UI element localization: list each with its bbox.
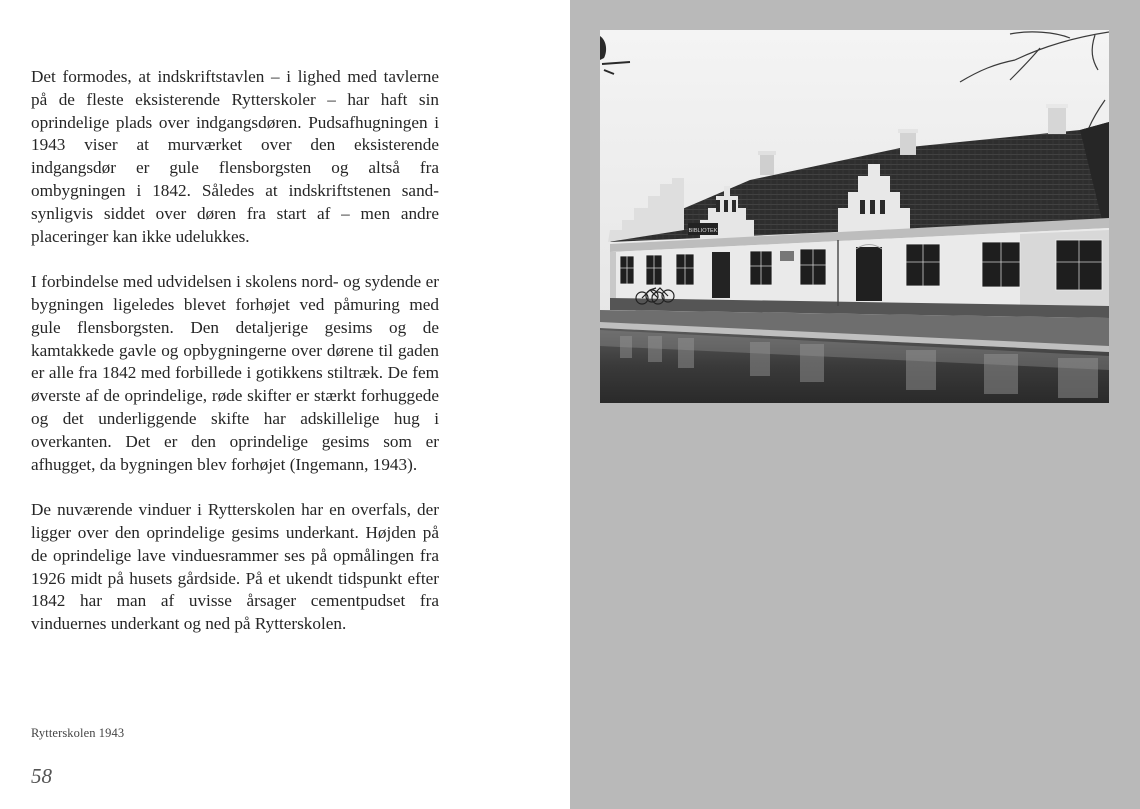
body-text — [31, 66, 439, 659]
photo-sign-text: BIBLIOTEK — [688, 228, 718, 234]
paragraph-3: De nuværende vinduer i Rytterskolen har en overfals, der ligger over den oprindelige gesims underkant. Højden på de oprindelige lave vinduesrammer ses på opmålingen fra 1926 midt på husets gårdside. På et ukendt tidspunkt efter 1842 har man af uvisse årsager cementpudset fra vinduernes underkant og ned på Rytterskolen. — [31, 500, 439, 634]
building-photo — [600, 30, 1109, 403]
paragraph-1: Det formodes, at indskriftstavlen – i lighed med tavlerne på de fleste eksisterende Rytterskoler – har haft sin oprindelige plads over indgangsdøren. Pudsafhugningen i 1943 viser at murværket over den eksisterende indgangsdør er gule flensborgsten og altså fra ombygningen i 1842. Således at indskriftstenen sandsynligvis siddet over døren fra start af – men andre placeringer kan ikke udelukkes. — [31, 67, 439, 246]
paragraph-2: I forbindelse med udvidelsen i skolens nord- og sydende er bygningen ligeledes blevet forhøjet ved påmuring med gule flensborgsten. Den detaljerige gesims og de kamtakkede gavle og opbygningerne over dørene til gaden er alle fra 1842 med forbillede i gotikkens stiltræk. De fem øverste af de oprindelige, røde skifter er stærkt forhuggede og det underliggende skifte har adskillelige hug i overkanten. Det er den oprindelige gesims som er afhugget, da bygningen blev forhøjet (Ingemann, 1943). — [31, 272, 439, 474]
photo-caption: Rytterskolen 1943 — [31, 726, 125, 740]
page-number: 58 — [31, 764, 52, 788]
